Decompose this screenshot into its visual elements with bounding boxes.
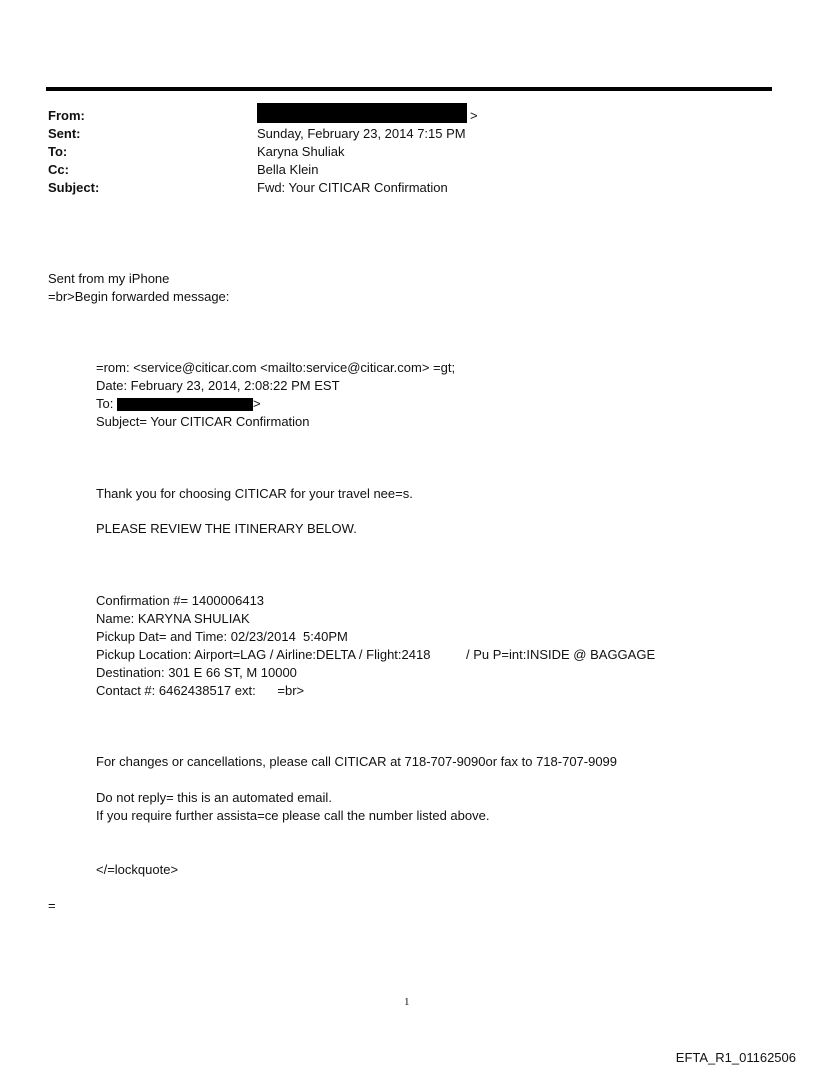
sent-from-line: Sent from my iPhone <box>48 271 170 286</box>
from-value <box>257 103 478 123</box>
from-suffix: > <box>470 108 478 124</box>
assist-line: If you require further assista=ce please call the number listed above. <box>96 808 490 823</box>
fwd-to-label: To: <box>96 396 114 411</box>
changes-line: For changes or cancellations, please call CITICAR at 718-707-9090or fax to 718-707-9099 <box>96 754 618 769</box>
pu-point-line: / Pu P=int:INSIDE @ BAGGAGE <box>466 647 656 662</box>
to-label: To: <box>48 144 68 159</box>
fwd-from-line: =rom: <service@citicar.com <mailto:service@citicar.com> =gt; <box>96 360 456 375</box>
trailing-line: = <box>48 898 56 913</box>
redaction-bar <box>257 103 467 123</box>
destination-line: Destination: 301 E 66 ST, M 10000 <box>96 665 297 680</box>
to-value: Karyna Shuliak <box>257 144 345 159</box>
redaction-bar <box>117 398 253 411</box>
fwd-date-line: Date: February 23, 2014, 2:08:22 PM EST <box>96 378 340 393</box>
blockquote-end-line: </=lockquote> <box>96 862 179 877</box>
page-number: 1 <box>404 996 410 1008</box>
pickup-location-line: Pickup Location: Airport=LAG / Airline:DELTA / Flight:2418 <box>96 647 431 662</box>
no-reply-line: Do not reply= this is an automated email. <box>96 790 332 805</box>
fwd-to-line <box>96 396 261 411</box>
sent-value: Sunday, February 23, 2014 7:15 PM <box>257 126 466 141</box>
name-line: Name: KARYNA SHULIAK <box>96 611 250 626</box>
cc-label: Cc: <box>48 162 69 177</box>
fwd-subject-line: Subject= Your CITICAR Confirmation <box>96 414 310 429</box>
review-line: PLEASE REVIEW THE ITINERARY BELOW. <box>96 521 357 536</box>
confirmation-line: Confirmation #= 1400006413 <box>96 593 265 608</box>
document-id-footer: EFTA_R1_01162506 <box>675 1050 796 1065</box>
header-rule <box>46 87 772 91</box>
thanks-line: Thank you for choosing CITICAR for your travel nee=s. <box>96 486 413 501</box>
pickup-date-line: Pickup Dat= and Time: 02/23/2014 5:40PM <box>96 629 348 644</box>
contact-line: Contact #: 6462438517 ext: =br> <box>96 683 305 698</box>
subject-label: Subject: <box>48 180 100 195</box>
subject-value: Fwd: Your CITICAR Confirmation <box>257 180 448 195</box>
begin-forward-line: =br>Begin forwarded message: <box>48 289 230 304</box>
from-label: From: <box>48 108 85 123</box>
sent-label: Sent: <box>48 126 81 141</box>
cc-value: Bella Klein <box>257 162 319 177</box>
fwd-to-suffix: > <box>252 396 261 411</box>
